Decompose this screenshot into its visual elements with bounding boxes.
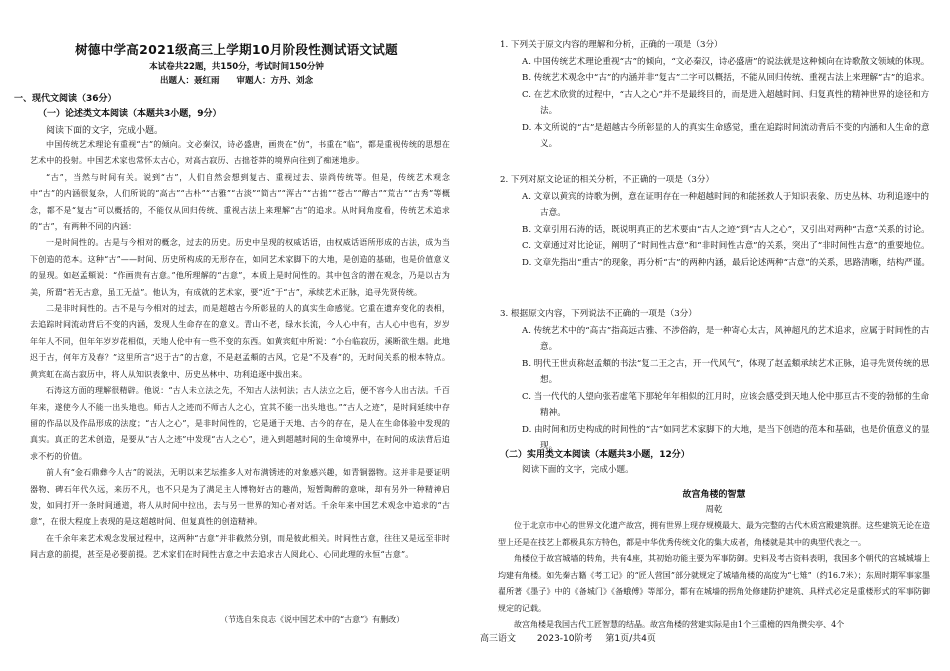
passage-paragraph: 中国传统艺术理论有重视“古”的倾向。文必秦汉，诗必盛唐，画贵在“仿”，书重在“临”，都是重视传统的思想在艺术中的投射。中国艺术家也常怀太古心，对高古寂历、古拙苍莽的境界向往到了痴迷地步。 [30,140,450,166]
article-paragraph: 位于北京市中心的世界文化遗产故宫，拥有世界上现存规模最大、最为完整的古代木质宫殿建筑群。这些建筑无论在造型上还是在技艺上都极具东方特色，都是中华优秀传统文化的集大成者，角楼就是其中的典型代表之一。 [498,521,930,547]
page-footer [480,631,656,644]
passage-paragraph: 在千余年来艺术观念发展过程中，这两种“古意”并非截然分别，而是彼此相关。时间性古意，往往又是远至非时间古意的前提，甚至是必要前提。艺术家们在时间性古意之中去追求古人阅此心、心同此理的永恒“古意”。 [30,533,450,560]
passage-paragraph: 二是非时间性的。古不是与今相对的过去，而是超越古今所彰显的人的真实生命感觉。它重在遗弃变化的表相，去追踪时间流动背后不变的内涵，发现人生命存在的意义。青山不老，绿水长流，今人心中有，古人心中也有，岁岁年年人不同，但年年岁岁花相似，天地人伦中有一些不变的东西。如黄宾虹中所说：“小台临寂历，溪断欲生烟。此地迟于古，何年方及春？”这里所言“迟于古”的古意，不是赵孟頫的古风，它是“不及春”的，无时间关系的根本特点。黄宾虹在高古寂历中，将人从知识表象中、历史丛林中、功利追逐中拔出来。 [30,304,450,379]
exam-info: 本试卷共22题，共150分，考试时间150分钟 [149,62,324,72]
passage-paragraph: 一是时间性的。古是与今相对的概念，过去的历史。历史中呈现的权威话语，由权威话语所形成的古法，成为当下创造的范本。这种“古”——时间、历史所构成的无形存在，如同艺术家脚下的大地，是创造的基础，也是价值意义的显现。如赵孟頫说：“作画贵有古意。”他所理解的“古意”，本质上是时间性的。其中包含的潜在观念，乃是以古为美，所谓“若无古意，虽工无益”。他认为，有成就的艺术家，要“近”于“古”，承续艺术正脉，追寻先贤传统。 [30,238,450,297]
question-stem: 3. 根据原文内容，下列说法不正确的一项是（3分） [500,309,697,319]
footer-date: 2023-10阶考 [536,634,593,644]
part1-heading: （一）论述类文本阅读（本题共3小题，9分） [38,109,222,119]
exam-title: 树德中学高2021级高三上学期10月阶段性测试语文试题 [75,42,398,57]
part1-intro: 阅读下面的文字，完成小题。 [46,126,164,136]
question-option: C. 在艺术欣赏的过程中，“古人之心”并不是最终目的，而是进入超越时间、归复真性的精神世界的途径和方法。 [522,89,930,116]
part2-heading: （二）实用类文本阅读（本题共3小题，12分） [500,450,690,460]
footer-page: 第1页/共4页 [605,634,656,644]
question-stem: 2. 下列对原文论证的相关分析，不正确的一项是（3分） [500,175,715,185]
passage [30,137,450,564]
question-option: B. 文章引用石涛的话，既说明真正的艺术要由“古人之迹”到“古人之心”，又引出对两种“古意”关系的讨论。 [522,224,930,235]
article-title: 故宫角楼的智慧 [682,490,746,500]
passage-paragraph: 石涛这方面的理解很精辟。他说：“古人未立法之先，不知古人法何法；古人法立之后，便不容今人出古法。千百年来，遂使今人不能一出头地也。师古人之迹而不师古人之心，宜其不能一出头地也。”“古人之迹”，是时间延续中存留的作品以及作品形成的法度；“古人之心”，是非时间性的，它是通于天地、古今的存在，是人在生命体验中发现的真实。真正的艺术创造，是要从“古人之迹”中发现“古人之心”，进入到超越时间的生命境界中，在时间的成法背后追求不朽的价值。 [30,386,450,461]
footer-subject: 高三语文 [480,634,517,644]
exam-staff: 出题人：聂红雨 审题人：方丹、刘念 [159,76,313,86]
article-body [498,518,930,634]
question-option: A. 文章以黄宾的诗歌为例，意在证明存在一种超越时间的和能拯救人于知识表象、历史丛林、功利追逐中的古意。 [522,191,929,218]
question-option: C. 文章通过对比论证，阐明了“时间性古意”和“非时间性古意”的关系，突出了“非时间性古意”的重要地位。 [522,241,930,251]
question-option: A. 传统艺术中的“高古”指高远古雅、不涉俗韵，是一种寄心太古，风神超凡的艺术追求，应属于时间性的古意。 [522,325,930,352]
question-option: D. 文章先指出“重古”的现象，再分析“古”的两种内涵，最后论述两种“古意”的关系，思路清晰，结构严谨。 [522,257,930,268]
passage-paragraph: 前人有“金石鼎彝今人古”的说法，无明以来艺坛推多人对布满锈迹的对象感兴趣，如青铜器物。这并非是要证明器物、碑石年代久远，来历不凡，也不只是为了满足主人博物好古的趣尚，短暂陶醉的意味，却有另外一种精神启发，如同打开一条时间通道，将人从时间中拉出，去与另一世界的知心者对话。千余年来中国艺术观念中追求的“古意”，在很大程度上表现的是这超越时间、但复真性的创造精神。 [30,468,450,527]
question-option: B. 明代王世贞称赵孟頫的书法“复二王之古，开一代风气”，体现了赵孟頫承续艺术正脉，追寻先贤传统的思想。 [522,358,930,385]
article-paragraph: 角楼位于故宫城墙的转角，共有4座，其初始功能主要为军事防御。史料及考古资料表明，我国多个朝代的宫城城墙上均建有角楼。如先秦古籍《考工记》的“匠人营国”部分就规定了城墙角楼的高度为“七雉”（约16.7米）；东周时期军事家墨翟所著《墨子》中的《备城门》《备蛾傅》等部分，都有在城墙的拐角处修建防护建筑、具样式必定是重楼形式的军事防御规定的记载。 [498,554,930,613]
question-option: B. 传统艺术观念中“古”的内涵并非“复古”二字可以概括，不能从回归传统、重视古法上来理解“古”的追求。 [522,73,930,83]
question-stem: 1. 下列关于原文内容的理解和分析，正确的一项是（3分） [500,40,723,50]
question-option: D. 由时间和历史构成的时间性的“古”如同艺术家脚下的大地，是当下创造的范本和基础，也是价值意义的显现。 [522,424,930,451]
question-option: C. 当一代代的人望向张若虚笔下那轮年年相似的江月时，应该会感受到天地人伦中那亘古不变的勃郁的生命精神。 [522,391,930,418]
question-3 [500,306,930,455]
passage-source: （节选自朱良志《说中国艺术中的“古意”》有删改） [220,615,405,624]
article-author: 周乾 [705,505,723,515]
question-2 [500,172,930,271]
part2-intro: 阅读下面的文字，完成小题。 [522,465,634,475]
section-heading: 一、现代文阅读（36分） [14,94,117,104]
question-1 [500,37,930,153]
passage-paragraph: “古”，当然与时间有关。说到“古”，人们自然会想到复古、重视过去、崇尚传统等。但是，传统艺术观念中“古”的内涵很复杂，人们所说的“高古”“古朴”“古雅”“古淡”“简古”“浑古”“古拙”“苍古”“醇古”“荒古”“古秀”等概念，都不是“复古”可以概括的，不能仅从回归传统、重视古法上来理解“古”的追求。从时间角度看，传统艺术追求的“古”，有两种不同的内涵： [30,172,450,232]
question-option: A. 中国传统艺术理论重视“古”的倾向，“文必秦汉，诗必盛唐”的说法就是这种倾向在诗歌散文领域的体现。 [522,56,930,67]
question-option: D. 本文所说的“古”是超越古今所彰显的人的真实生命感觉，重在追踪时间流动背后不变的内涵和人生命的意义。 [522,122,930,149]
article-paragraph: 故宫角楼是我国古代工匠智慧的结晶。故宫角楼的营建实际是由1个三重檐的四角攒尖亭、4个 [514,620,845,629]
